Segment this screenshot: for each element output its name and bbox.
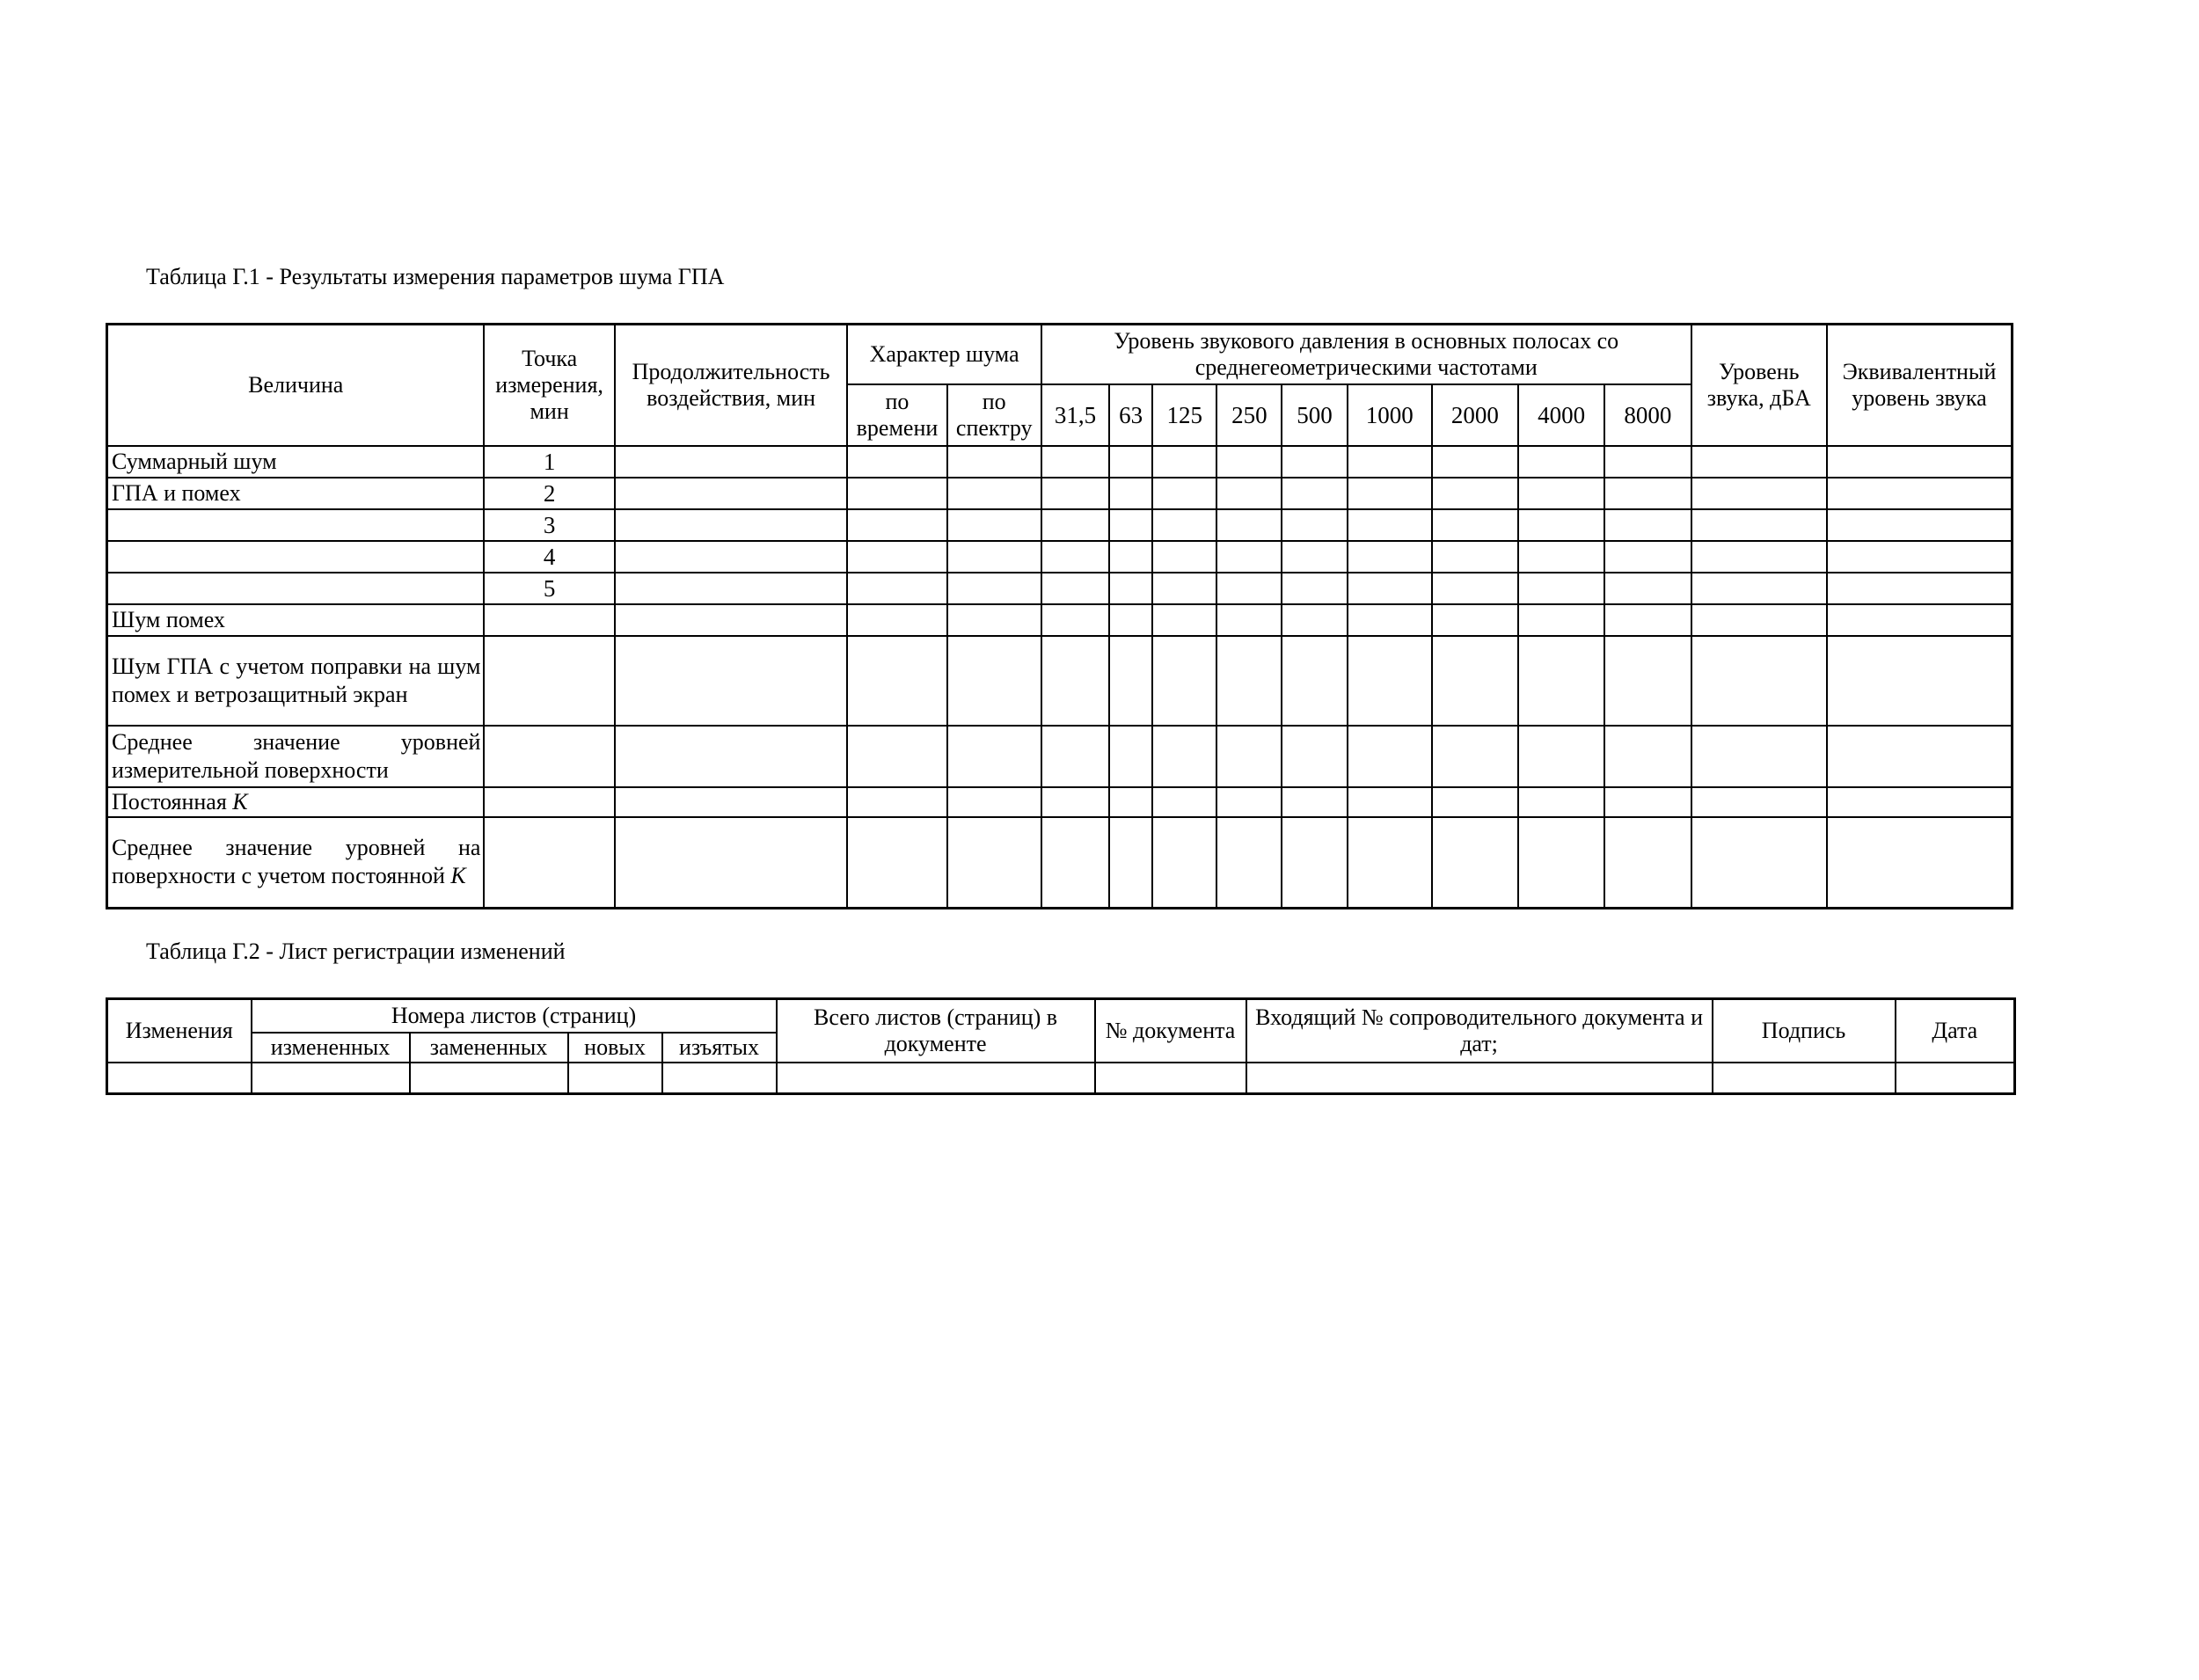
table-cell xyxy=(615,446,848,478)
table-cell xyxy=(1348,787,1432,817)
row-label-variable: K xyxy=(232,788,248,814)
table-cell xyxy=(1152,787,1216,817)
table-cell xyxy=(947,573,1041,604)
table-cell xyxy=(1348,726,1432,787)
table-cell xyxy=(1518,541,1604,573)
noise-results-body xyxy=(107,446,2013,909)
table-cell xyxy=(1041,573,1109,604)
table-cell xyxy=(1216,787,1282,817)
table-cell xyxy=(947,636,1041,726)
table-cell xyxy=(1691,817,1827,909)
table-cell xyxy=(1432,787,1518,817)
table-cell xyxy=(1282,604,1347,636)
table-cell xyxy=(1282,446,1347,478)
table-cell xyxy=(1604,817,1691,909)
table-cell xyxy=(1691,636,1827,726)
row-label xyxy=(107,541,485,573)
row-label-variable: K xyxy=(450,863,466,889)
table-cell xyxy=(1152,573,1216,604)
table-cell xyxy=(1691,787,1827,817)
table-cell xyxy=(615,726,848,787)
table-cell xyxy=(1041,787,1109,817)
table-cell xyxy=(847,636,946,726)
table-cell xyxy=(1827,787,2013,817)
table-cell xyxy=(1691,509,1827,541)
table-cell xyxy=(615,573,848,604)
table-cell xyxy=(847,446,946,478)
table-cell xyxy=(1518,726,1604,787)
table-cell xyxy=(1282,636,1347,726)
frequency-header: 250 xyxy=(1216,384,1282,446)
table-cell xyxy=(568,1063,662,1094)
table-cell xyxy=(1152,509,1216,541)
table-cell xyxy=(1432,446,1518,478)
table-cell xyxy=(1827,573,2013,604)
table-cell xyxy=(947,817,1041,909)
table-cell xyxy=(1348,636,1432,726)
row-point xyxy=(484,726,614,787)
row-label: Суммарный шум xyxy=(107,446,485,478)
table-cell xyxy=(1109,726,1152,787)
table-cell xyxy=(1282,478,1347,509)
table-cell xyxy=(1348,446,1432,478)
table-cell xyxy=(1216,636,1282,726)
header-equivalent-level: Эквивалентный уровень звука xyxy=(1827,325,2013,446)
table-cell xyxy=(1041,509,1109,541)
table-row xyxy=(107,726,2013,787)
row-label xyxy=(107,509,485,541)
table-cell xyxy=(1827,817,2013,909)
table-cell xyxy=(1432,817,1518,909)
table-cell xyxy=(615,509,848,541)
table-cell xyxy=(1432,541,1518,573)
table-cell xyxy=(1041,636,1109,726)
table-cell xyxy=(1604,787,1691,817)
frequency-header: 1000 xyxy=(1348,384,1432,446)
table-cell xyxy=(1152,604,1216,636)
row-point: 1 xyxy=(484,446,614,478)
table-cell xyxy=(847,573,946,604)
header-date: Дата xyxy=(1896,999,2015,1063)
header-doc-number: № документа xyxy=(1095,999,1246,1063)
table-cell xyxy=(615,541,848,573)
table-cell xyxy=(1518,478,1604,509)
table-cell xyxy=(947,541,1041,573)
table-cell xyxy=(615,604,848,636)
table-cell xyxy=(1827,541,2013,573)
header-duration: Продолжительность воздействия, мин xyxy=(615,325,848,446)
table-cell xyxy=(1432,478,1518,509)
table-cell xyxy=(1282,726,1347,787)
table-cell xyxy=(615,787,848,817)
row-label: Среднее значение уровней измерительной поверхности xyxy=(107,726,485,787)
frequency-header: 2000 xyxy=(1432,384,1518,446)
table-cell xyxy=(1827,509,2013,541)
change-registration-table xyxy=(106,997,2016,1095)
table-cell xyxy=(1109,446,1152,478)
table-cell xyxy=(1282,787,1347,817)
table-cell xyxy=(847,509,946,541)
table-cell xyxy=(1041,541,1109,573)
table-cell xyxy=(252,1063,410,1094)
table-cell xyxy=(1109,478,1152,509)
table-cell xyxy=(1348,541,1432,573)
table-cell xyxy=(615,817,848,909)
table-cell xyxy=(1109,817,1152,909)
table1-caption: Таблица Г.1 - Результаты измерения параметров шума ГПА xyxy=(146,264,725,289)
header-quantity: Величина xyxy=(107,325,485,446)
table-cell xyxy=(1152,478,1216,509)
header-removed: изъятых xyxy=(662,1033,777,1063)
table-cell xyxy=(1604,604,1691,636)
header-by-time: по времени xyxy=(847,384,946,446)
row-label xyxy=(107,817,485,909)
table-cell xyxy=(1152,817,1216,909)
table-cell xyxy=(947,509,1041,541)
table-row xyxy=(107,604,2013,636)
row-label-text: Среднее значение уровней на поверхности с учетом постоянной xyxy=(112,835,481,889)
table-cell xyxy=(1216,726,1282,787)
frequency-header: 500 xyxy=(1282,384,1347,446)
table-cell xyxy=(1691,726,1827,787)
table-cell xyxy=(947,787,1041,817)
table-cell xyxy=(847,604,946,636)
table-cell xyxy=(847,478,946,509)
table-cell xyxy=(847,817,946,909)
row-label-text: Постоянная xyxy=(112,788,233,814)
table-row xyxy=(107,446,2013,478)
table-cell xyxy=(1109,509,1152,541)
table-row xyxy=(107,541,2013,573)
row-point xyxy=(484,636,614,726)
row-label: Шум помех xyxy=(107,604,485,636)
table-cell xyxy=(1041,478,1109,509)
table-cell xyxy=(1604,726,1691,787)
table-cell xyxy=(1152,726,1216,787)
table-cell xyxy=(1604,446,1691,478)
table-cell xyxy=(1827,726,2013,787)
header-signature: Подпись xyxy=(1713,999,1896,1063)
table-cell xyxy=(1691,604,1827,636)
table-cell xyxy=(1041,446,1109,478)
frequency-header: 8000 xyxy=(1604,384,1691,446)
table-cell xyxy=(847,541,946,573)
table-cell xyxy=(1713,1063,1896,1094)
table-cell xyxy=(410,1063,568,1094)
table-cell xyxy=(1216,604,1282,636)
table-cell xyxy=(947,446,1041,478)
table-cell xyxy=(1348,604,1432,636)
table-cell xyxy=(1216,573,1282,604)
table-cell xyxy=(1827,478,2013,509)
table-cell xyxy=(1604,509,1691,541)
table-cell xyxy=(1432,509,1518,541)
header-sound-pressure-level: Уровень звукового давления в основных полосах со среднегеометрическими частотами xyxy=(1041,325,1691,384)
header-sound-level: Уровень звука, дБА xyxy=(1691,325,1827,446)
row-point: 2 xyxy=(484,478,614,509)
row-point: 3 xyxy=(484,509,614,541)
table-cell xyxy=(1216,478,1282,509)
table-cell xyxy=(1282,541,1347,573)
frequency-header: 125 xyxy=(1152,384,1216,446)
table-cell xyxy=(1518,509,1604,541)
table-cell xyxy=(107,1063,252,1094)
table-cell xyxy=(1432,726,1518,787)
table-cell xyxy=(1246,1063,1713,1094)
table-cell xyxy=(1282,817,1347,909)
table-cell xyxy=(1109,541,1152,573)
table-cell xyxy=(777,1063,1095,1094)
header-incoming: Входящий № сопроводительного документа и дат; xyxy=(1246,999,1713,1063)
table-cell xyxy=(1827,636,2013,726)
table-cell xyxy=(1348,478,1432,509)
row-point: 4 xyxy=(484,541,614,573)
header-total-sheets: Всего листов (страниц) в документе xyxy=(777,999,1095,1063)
table-cell xyxy=(1604,573,1691,604)
table-cell xyxy=(947,726,1041,787)
table-cell xyxy=(1152,636,1216,726)
table-row xyxy=(107,817,2013,909)
table-cell xyxy=(1518,787,1604,817)
table-cell xyxy=(1216,446,1282,478)
table-cell xyxy=(615,478,848,509)
table-cell xyxy=(1518,446,1604,478)
table-cell xyxy=(1348,817,1432,909)
header-new: новых xyxy=(568,1033,662,1063)
row-point: 5 xyxy=(484,573,614,604)
row-label xyxy=(107,787,485,817)
table-cell xyxy=(1518,573,1604,604)
table-cell xyxy=(1432,636,1518,726)
table-row xyxy=(107,1063,2015,1094)
table-cell xyxy=(1282,573,1347,604)
table-cell xyxy=(1095,1063,1246,1094)
table-cell xyxy=(1216,509,1282,541)
row-point xyxy=(484,817,614,909)
header-changed: измененных xyxy=(252,1033,410,1063)
table-cell xyxy=(1827,446,2013,478)
table-row xyxy=(107,509,2013,541)
table-cell xyxy=(1604,478,1691,509)
table-cell xyxy=(1348,509,1432,541)
table-cell xyxy=(1518,817,1604,909)
row-point xyxy=(484,604,614,636)
table-cell xyxy=(1216,817,1282,909)
row-label: ГПА и помех xyxy=(107,478,485,509)
table-row xyxy=(107,636,2013,726)
table-cell xyxy=(1691,573,1827,604)
row-label: Шум ГПА с учетом поправки на шум помех и ветрозащитный экран xyxy=(107,636,485,726)
table-cell xyxy=(847,726,946,787)
row-label xyxy=(107,573,485,604)
frequency-header: 31,5 xyxy=(1041,384,1109,446)
table-cell xyxy=(947,478,1041,509)
table-cell xyxy=(1216,541,1282,573)
table-row xyxy=(107,787,2013,817)
header-sheet-numbers: Номера листов (страниц) xyxy=(252,999,777,1033)
header-point: Точка измерения, мин xyxy=(484,325,614,446)
table-cell xyxy=(1348,573,1432,604)
row-point xyxy=(484,787,614,817)
table-cell xyxy=(1152,446,1216,478)
table-cell xyxy=(1896,1063,2015,1094)
table-cell xyxy=(947,604,1041,636)
table-cell xyxy=(1152,541,1216,573)
table-cell xyxy=(1041,817,1109,909)
table-cell xyxy=(1691,446,1827,478)
noise-results-table xyxy=(106,323,2013,909)
table-cell xyxy=(847,787,946,817)
header-noise-character: Характер шума xyxy=(847,325,1041,384)
table-cell xyxy=(1109,636,1152,726)
table-row xyxy=(107,573,2013,604)
table-cell xyxy=(1109,573,1152,604)
table-row xyxy=(107,478,2013,509)
frequency-header: 4000 xyxy=(1518,384,1604,446)
header-changes: Изменения xyxy=(107,999,252,1063)
header-replaced: замененных xyxy=(410,1033,568,1063)
table-cell xyxy=(1282,509,1347,541)
table-cell xyxy=(1827,604,2013,636)
table-cell xyxy=(1691,541,1827,573)
table-cell xyxy=(1518,636,1604,726)
table-cell xyxy=(1432,604,1518,636)
table-cell xyxy=(1041,604,1109,636)
table-cell xyxy=(1109,787,1152,817)
table-cell xyxy=(1604,541,1691,573)
table-cell xyxy=(1518,604,1604,636)
table-cell xyxy=(662,1063,777,1094)
table-cell xyxy=(1691,478,1827,509)
frequency-header: 63 xyxy=(1109,384,1152,446)
table-cell xyxy=(615,636,848,726)
table-cell xyxy=(1041,726,1109,787)
header-by-spectrum: по спектру xyxy=(947,384,1041,446)
table-cell xyxy=(1432,573,1518,604)
table-cell xyxy=(1604,636,1691,726)
table2-caption: Таблица Г.2 - Лист регистрации изменений xyxy=(146,939,566,964)
table-cell xyxy=(1109,604,1152,636)
